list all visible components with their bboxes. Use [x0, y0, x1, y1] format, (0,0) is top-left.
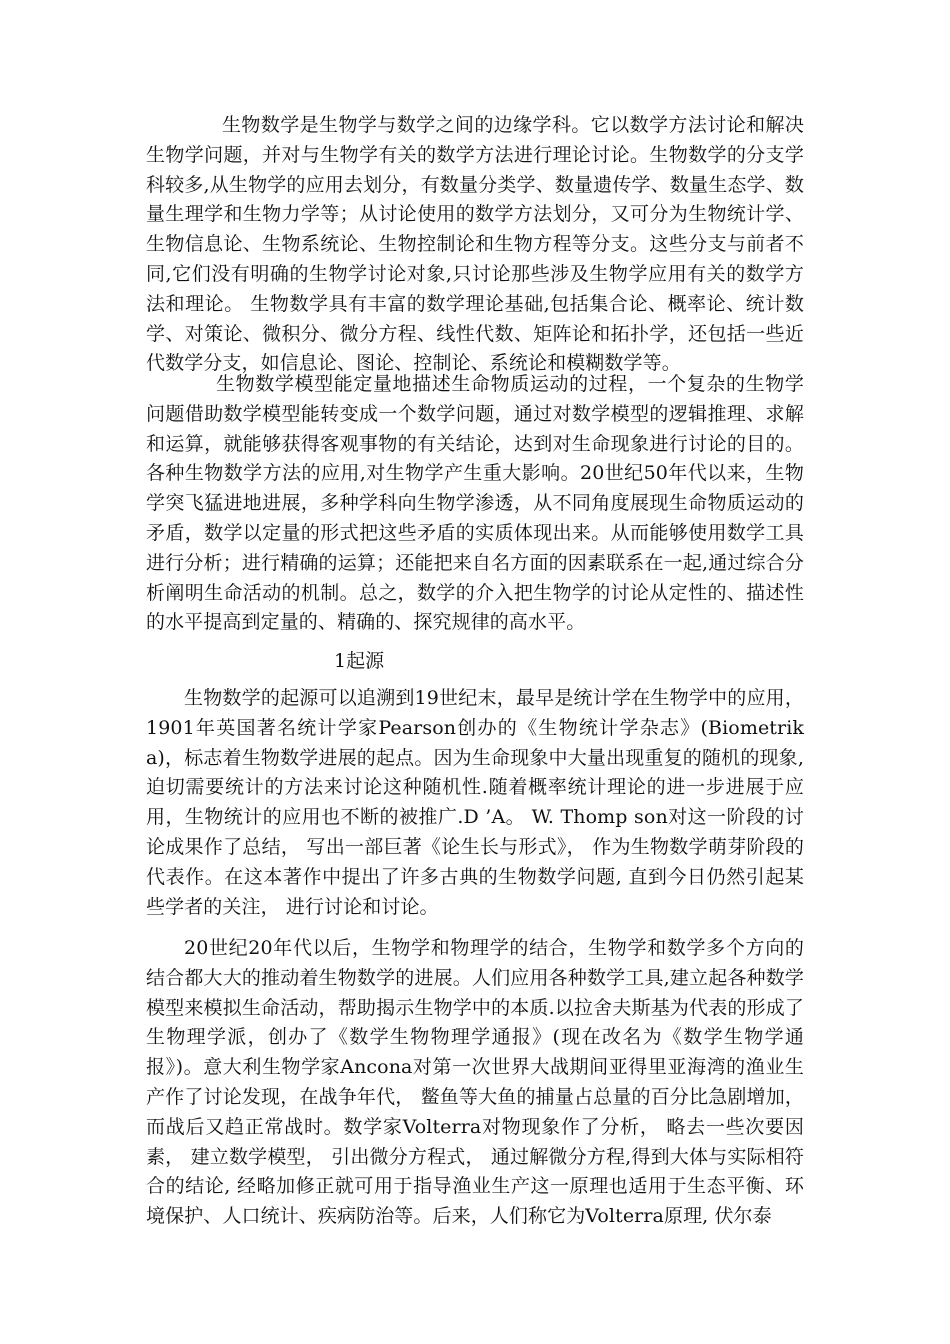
paragraph-development: 20世纪20年代以后，生物学和物理学的结合，生物学和数学多个方向的结合都大大的推动着生物数学的进展。人们应用各种数学工具,建立起各种数学模型来模拟生命活动，帮助揭示生物学中的本质.以拉舍夫斯基为代表的形成了生物理学派，创办了《数学生物物理学通报》(现在改名为《数学生物学通报》)。意大利生物学家Ancona对第一次世界大战期间亚得里亚海湾的渔业生产作了讨论发现，在战争年代， 鳖鱼等大鱼的捕量占总量的百分比急剧增加，而战后又趋正常战时。数学家Volterra对物现象作了分析， 略去一些次要因素， 建立数学模型， 引出微分方程式， 通过解微分方程,得到大体与实际相符合的结论, 经略加修正就可用于指导渔业生产这一原理也适用于生态平衡、环境保护、人口统计、疾病防治等。后来，人们称它为Volterra原理, 伏尔泰	[146, 937, 804, 1228]
paragraph-origin: 生物数学的起源可以追溯到19世纪末，最早是统计学在生物学中的应用，1901年英国著名统计学家Pearson创办的《生物统计学杂志》(Biometrika)，标志着生物数学进展的起点。因为生命现象中大量出现重复的随机的现象,迫切需要统计的方法来讨论这种随机性.随着概率统计理论的进一步进展于应用，生物统计的应用也不断的被推广.D ’A。 W. Thomp son对这一阶段的讨论成果作了总结， 写出一部巨著《论生长与形式》， 作为生物数学萌芽阶段的代表作。在这本著作中提出了许多古典的生物数学问题, 直到今日仍然引起某些学者的关注， 进行讨论和讨论。	[146, 687, 804, 918]
paragraph-models: 生物数学模型能定量地描述生命物质运动的过程，一个复杂的生物学问题借助数学模型能转变成一个数学问题，通过对数学模型的逻辑推理、求解和运算，就能够获得客观事物的有关结论，达到对生命现象进行讨论的目的。各种生物数学方法的应用,对生物学产生重大影响。20世纪50年代以来，生物学突飞猛进地进展，多种学科向生物学渗透，从不同角度展现生命物质运动的矛盾，数学以定量的形式把这些矛盾的实质体现出来。从而能够使用数学工具进行分析；进行精确的运算；还能把来自名方面的因素联系在一起,通过综合分析阐明生命活动的机制。总之，数学的介入把生物学的讨论从定性的、描述性的水平提高到定量的、精确的、探究规律的高水平。	[146, 373, 804, 634]
paragraph-intro: 生物数学是生物学与数学之间的边缘学科。它以数学方法讨论和解决生物学问题，并对与生物学有关的数学方法进行理论讨论。生物数学的分支学科较多,从生物学的应用去划分，有数量分类学、数量遗传学、数量生态学、数量生理学和生物力学等；从讨论使用的数学方法划分，又可分为生物统计学、生物信息论、生物系统论、生物控制论和生物方程等分支。这些分支与前者不同,它们没有明确的生物学讨论对象,只讨论那些涉及生物学应用有关的数学方法和理论。 生物数学具有丰富的数学理论基础,包括集合论、概率论、统计数学、对策论、微积分、微分方程、线性代数、矩阵论和拓扑学，还包括一些近代数学分支，如信息论、图论、控制论、系统论和模糊数学等。	[146, 114, 804, 375]
section-heading: 1起源	[334, 650, 385, 672]
